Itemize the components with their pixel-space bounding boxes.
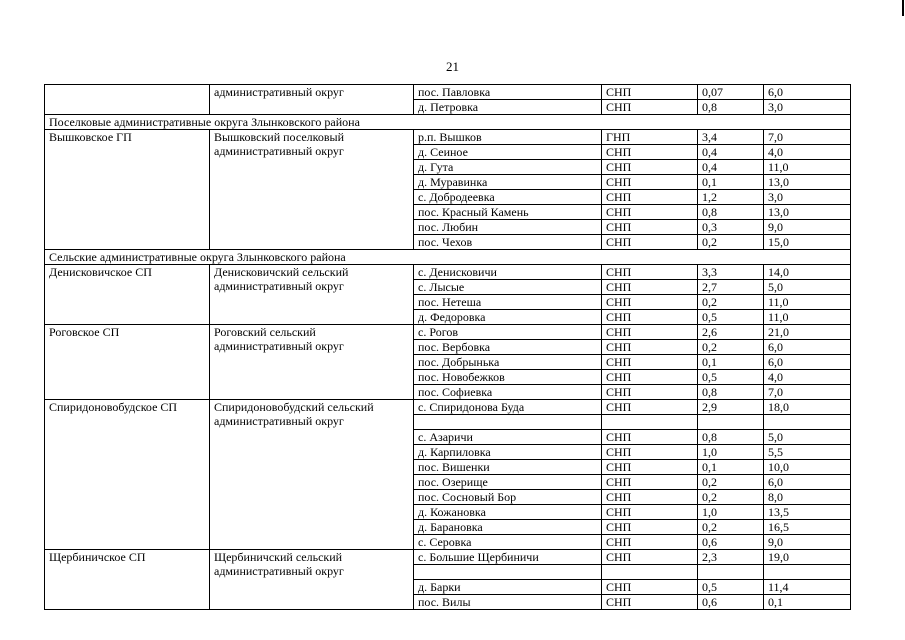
cell-locality: р.п. Вышков [414, 130, 602, 145]
cell-value-b: 3,0 [764, 100, 851, 115]
cell-value-a: 1,2 [698, 190, 764, 205]
cell-value-b: 6,0 [764, 355, 851, 370]
cell-value-b: 0,1 [764, 595, 851, 610]
admin-district-line: Щербиничский сельский [214, 550, 343, 564]
cell-settlement-unit [45, 265, 210, 325]
cell-value-a: 3,3 [698, 265, 764, 280]
admin-district-line: административный округ [214, 564, 344, 578]
cell-value-b: 13,0 [764, 175, 851, 190]
cell-settlement-unit [45, 550, 210, 610]
cell-type [602, 565, 698, 580]
cell-settlement-unit [45, 325, 210, 400]
cell-locality: с. Рогов [414, 325, 602, 340]
admin-district-line: административный округ [214, 279, 344, 293]
table-row [45, 325, 851, 340]
cell-locality: пос. Вербовка [414, 340, 602, 355]
table-row [45, 265, 851, 280]
cell-admin-district [210, 400, 414, 550]
cell-locality: пос. Озерище [414, 475, 602, 490]
cell-value-a [698, 565, 764, 580]
cell-locality: с. Лысые [414, 280, 602, 295]
cell-admin-district [210, 85, 414, 115]
cell-value-a: 0,2 [698, 235, 764, 250]
cell-type: СНП [602, 280, 698, 295]
cell-value-a: 0,2 [698, 340, 764, 355]
cell-value-b [764, 565, 851, 580]
page-number: 21 [446, 59, 459, 74]
cell-locality: пос. Вишенки [414, 460, 602, 475]
cell-value-b: 11,0 [764, 310, 851, 325]
cell-value-a: 0,6 [698, 535, 764, 550]
table-body [45, 85, 851, 610]
settlement-unit-line: Вышковское ГП [49, 130, 132, 144]
cell-type: СНП [602, 595, 698, 610]
cell-value-a: 0,5 [698, 310, 764, 325]
admin-district-line: Денисковичский сельский [214, 265, 349, 279]
cell-value-b: 4,0 [764, 370, 851, 385]
cell-locality: пос. Добрынька [414, 355, 602, 370]
admin-district-line: Роговский сельский [214, 325, 316, 339]
cell-value-a: 0,8 [698, 100, 764, 115]
cell-value-a: 0,8 [698, 385, 764, 400]
cell-settlement-unit [45, 130, 210, 250]
cell-type: СНП [602, 460, 698, 475]
table-row [45, 130, 851, 145]
cell-type: СНП [602, 100, 698, 115]
cell-value-a: 2,9 [698, 400, 764, 415]
cell-value-b: 18,0 [764, 400, 851, 415]
cell-type: СНП [602, 190, 698, 205]
cell-value-a: 3,4 [698, 130, 764, 145]
cell-type: СНП [602, 160, 698, 175]
settlement-unit-line: Спиридоновобудское СП [49, 400, 178, 414]
cell-locality: с. Серовка [414, 535, 602, 550]
cell-value-a: 2,6 [698, 325, 764, 340]
cell-admin-district [210, 325, 414, 400]
admin-district-line: Вышковский поселковый [214, 130, 345, 144]
cell-type: СНП [602, 550, 698, 565]
cell-locality [414, 415, 602, 430]
edge-mark [902, 0, 904, 16]
cell-value-a: 0,07 [698, 85, 764, 100]
cell-value-a: 0,2 [698, 475, 764, 490]
cell-value-a: 2,3 [698, 550, 764, 565]
cell-value-b: 21,0 [764, 325, 851, 340]
cell-type: СНП [602, 205, 698, 220]
admin-district-line: административный округ [214, 339, 344, 353]
cell-value-b: 9,0 [764, 220, 851, 235]
cell-value-a: 0,5 [698, 370, 764, 385]
cell-value-a: 0,2 [698, 520, 764, 535]
cell-value-b: 5,5 [764, 445, 851, 460]
cell-value-b: 6,0 [764, 475, 851, 490]
cell-type: СНП [602, 370, 698, 385]
cell-type: СНП [602, 295, 698, 310]
cell-type: СНП [602, 580, 698, 595]
cell-value-b: 9,0 [764, 535, 851, 550]
cell-type: СНП [602, 505, 698, 520]
cell-type: СНП [602, 490, 698, 505]
table-row [45, 400, 851, 415]
section-row [45, 250, 851, 265]
cell-locality: пос. Любин [414, 220, 602, 235]
cell-value-b: 16,5 [764, 520, 851, 535]
cell-value-b: 14,0 [764, 265, 851, 280]
cell-locality: д. Муравинка [414, 175, 602, 190]
cell-type: СНП [602, 520, 698, 535]
cell-locality: с. Добродеевка [414, 190, 602, 205]
cell-type: СНП [602, 445, 698, 460]
cell-locality: пос. Сосновый Бор [414, 490, 602, 505]
cell-locality: пос. Вилы [414, 595, 602, 610]
cell-type: СНП [602, 385, 698, 400]
cell-value-b: 13,5 [764, 505, 851, 520]
cell-value-a: 0,8 [698, 430, 764, 445]
cell-value-b: 6,0 [764, 85, 851, 100]
cell-locality: д. Кожановка [414, 505, 602, 520]
cell-locality: пос. Новобежков [414, 370, 602, 385]
cell-type: СНП [602, 325, 698, 340]
admin-district-line: административный округ [214, 144, 344, 158]
cell-locality: с. Спиридонова Буда [414, 400, 602, 415]
cell-value-b: 7,0 [764, 385, 851, 400]
cell-value-a: 0,1 [698, 355, 764, 370]
cell-value-a: 0,8 [698, 205, 764, 220]
cell-value-a: 0,2 [698, 490, 764, 505]
cell-value-a: 0,4 [698, 160, 764, 175]
cell-value-b: 3,0 [764, 190, 851, 205]
cell-value-a: 0,6 [698, 595, 764, 610]
cell-locality: д. Карпиловка [414, 445, 602, 460]
cell-locality: д. Петровка [414, 100, 602, 115]
cell-value-b: 8,0 [764, 490, 851, 505]
section-row [45, 115, 851, 130]
cell-value-a: 1,0 [698, 445, 764, 460]
section-heading: Поселковые административные округа Злынковского района [45, 115, 851, 130]
cell-value-b: 4,0 [764, 145, 851, 160]
cell-locality: пос. Красный Камень [414, 205, 602, 220]
cell-admin-district [210, 550, 414, 610]
cell-value-a: 0,1 [698, 175, 764, 190]
cell-type: СНП [602, 400, 698, 415]
admin-district-line: административный округ [214, 414, 344, 428]
cell-value-b: 7,0 [764, 130, 851, 145]
cell-locality: д. Сеиное [414, 145, 602, 160]
table-row [45, 85, 851, 100]
cell-value-a [698, 415, 764, 430]
settlement-unit-line: Щербиничское СП [49, 550, 146, 564]
cell-admin-district [210, 130, 414, 250]
settlement-unit-line: Денисковичское СП [49, 265, 152, 279]
cell-value-a: 0,4 [698, 145, 764, 160]
cell-locality: пос. Чехов [414, 235, 602, 250]
cell-type: СНП [602, 310, 698, 325]
cell-locality: с. Денисковичи [414, 265, 602, 280]
cell-value-b [764, 415, 851, 430]
cell-value-a: 0,2 [698, 295, 764, 310]
cell-settlement-unit [45, 400, 210, 550]
cell-value-b: 13,0 [764, 205, 851, 220]
cell-type [602, 415, 698, 430]
cell-type: СНП [602, 475, 698, 490]
cell-value-a: 0,1 [698, 460, 764, 475]
cell-value-b: 10,0 [764, 460, 851, 475]
cell-settlement-unit [45, 85, 210, 115]
cell-locality: д. Федоровка [414, 310, 602, 325]
table-row [45, 550, 851, 565]
cell-type: СНП [602, 430, 698, 445]
cell-locality: пос. Софиевка [414, 385, 602, 400]
cell-value-b: 11,0 [764, 160, 851, 175]
cell-type: СНП [602, 355, 698, 370]
admin-district-line: административный округ [214, 85, 344, 99]
cell-type: ГНП [602, 130, 698, 145]
cell-locality: пос. Павловка [414, 85, 602, 100]
cell-type: СНП [602, 235, 698, 250]
cell-type: СНП [602, 220, 698, 235]
cell-locality: д. Барки [414, 580, 602, 595]
cell-value-a: 1,0 [698, 505, 764, 520]
cell-value-a: 0,5 [698, 580, 764, 595]
cell-value-b: 19,0 [764, 550, 851, 565]
cell-value-a: 0,3 [698, 220, 764, 235]
cell-locality [414, 565, 602, 580]
admin-district-line: Спиридоновобудский сельский [214, 400, 374, 414]
cell-type: СНП [602, 85, 698, 100]
cell-value-b: 5,0 [764, 430, 851, 445]
cell-locality: с. Большие Щербиничи [414, 550, 602, 565]
cell-value-b: 6,0 [764, 340, 851, 355]
cell-type: СНП [602, 175, 698, 190]
cell-locality: пос. Нетеша [414, 295, 602, 310]
cell-value-b: 11,4 [764, 580, 851, 595]
cell-locality: с. Азаричи [414, 430, 602, 445]
cell-type: СНП [602, 340, 698, 355]
cell-value-b: 5,0 [764, 280, 851, 295]
cell-value-a: 2,7 [698, 280, 764, 295]
cell-type: СНП [602, 535, 698, 550]
settlements-table [44, 84, 851, 610]
cell-admin-district [210, 265, 414, 325]
settlement-unit-line: Роговское СП [49, 325, 120, 339]
cell-type: СНП [602, 265, 698, 280]
section-heading: Сельские административные округа Злынковского района [45, 250, 851, 265]
cell-locality: д. Гута [414, 160, 602, 175]
cell-value-b: 15,0 [764, 235, 851, 250]
cell-locality: д. Барановка [414, 520, 602, 535]
cell-value-b: 11,0 [764, 295, 851, 310]
cell-type: СНП [602, 145, 698, 160]
